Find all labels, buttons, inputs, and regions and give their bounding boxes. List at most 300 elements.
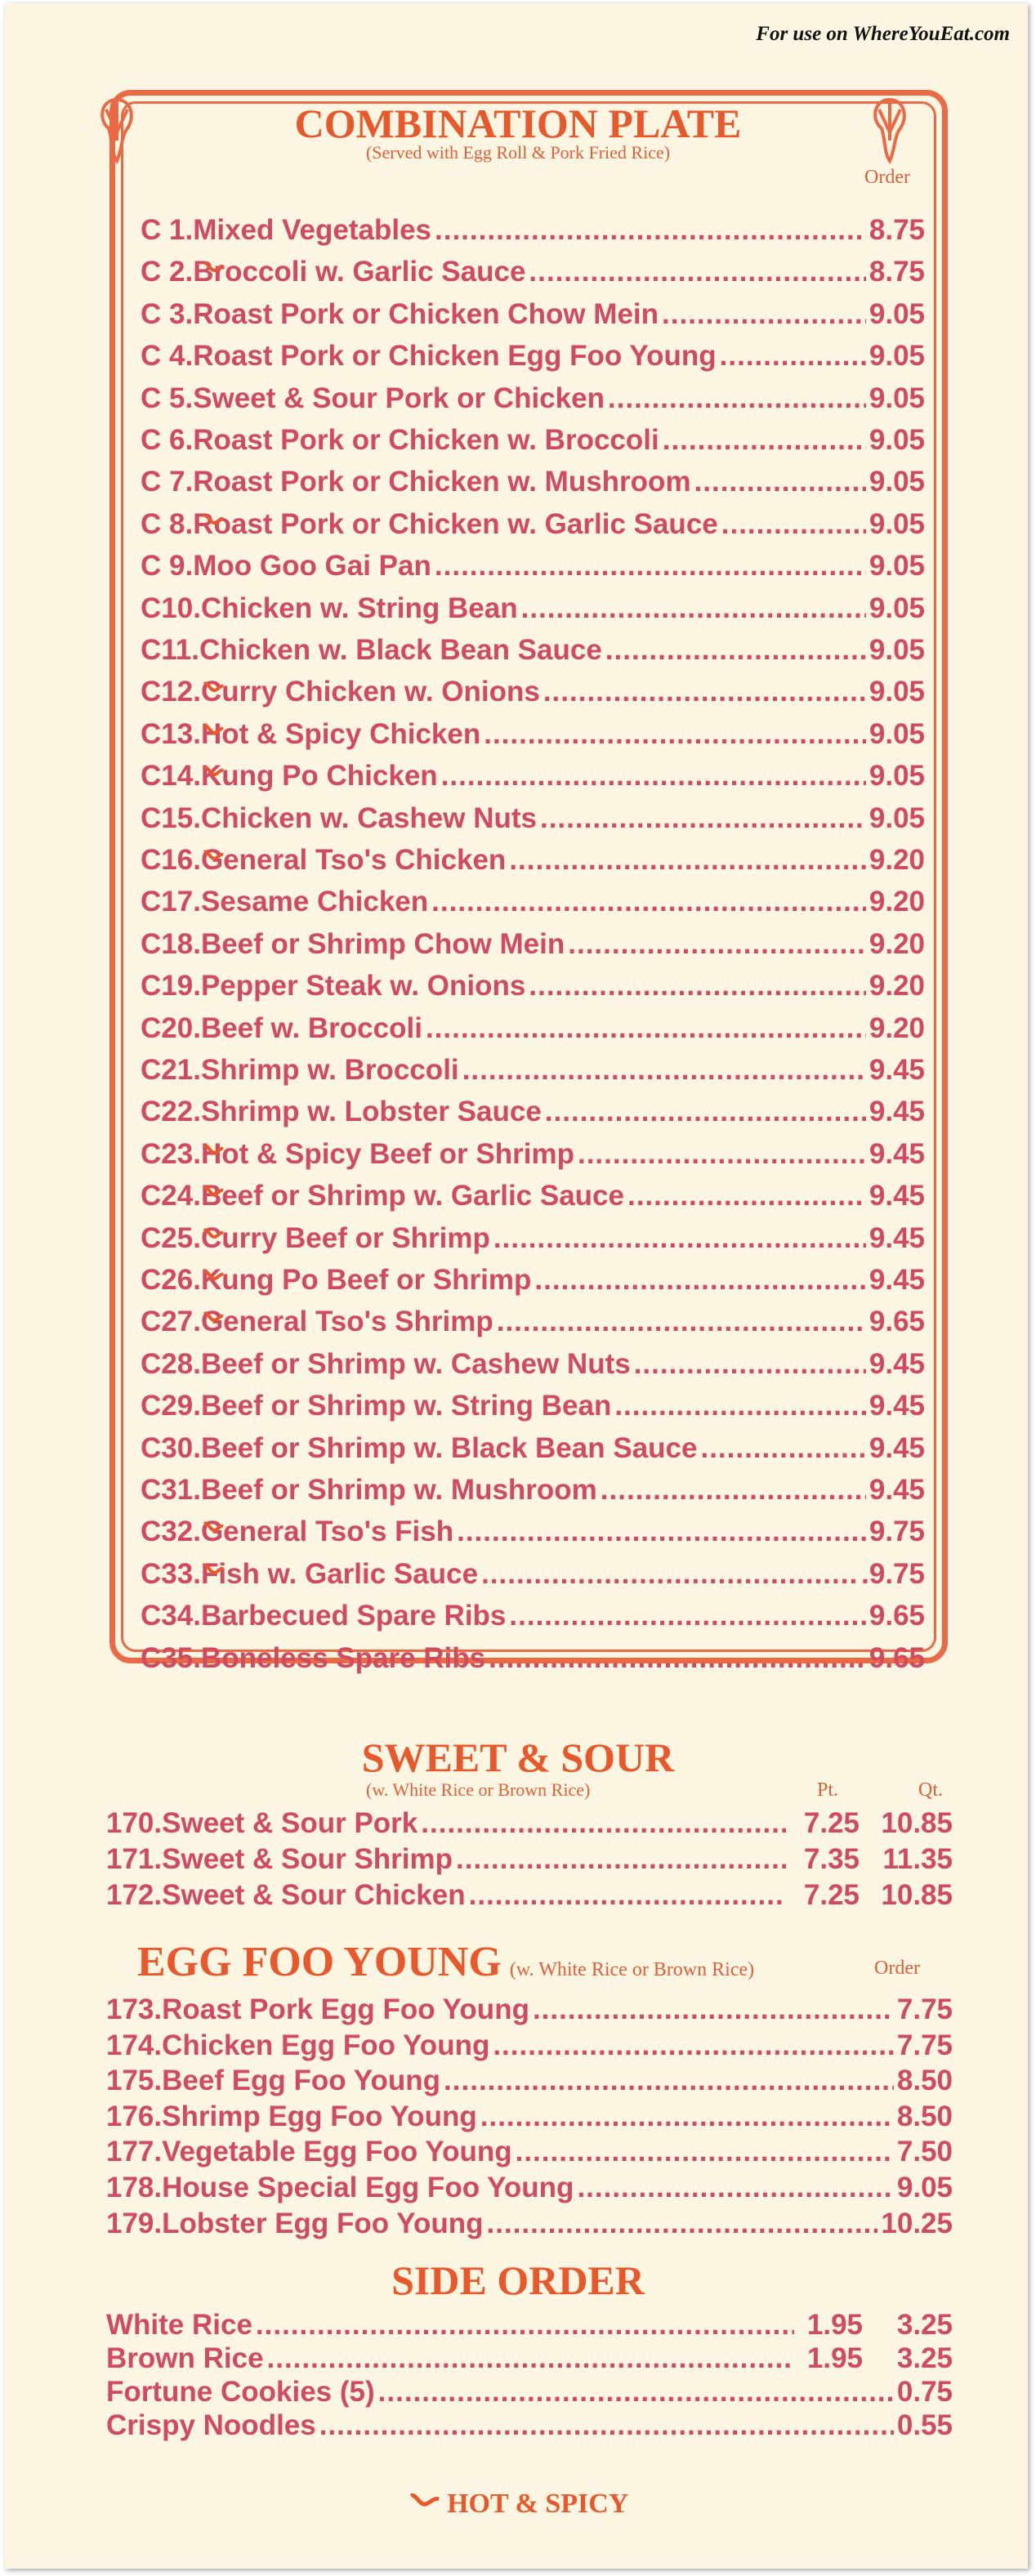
dot-leader xyxy=(533,1992,894,2028)
menu-item[interactable] xyxy=(141,842,925,878)
item-name: Roast Pork or Chicken w. Broccoli xyxy=(193,424,659,456)
item-price: 9.20 xyxy=(869,886,925,918)
hot-pepper-icon xyxy=(203,1185,224,1198)
item-code: 179. xyxy=(106,2207,163,2239)
item-code-text: C15. xyxy=(141,801,201,834)
item-name: Roast Pork or Chicken w. Mushroom xyxy=(193,466,691,498)
item-name: Sesame Chicken xyxy=(200,886,429,918)
dot-leader xyxy=(634,1346,866,1382)
item-name: Chicken w. Black Bean Sauce xyxy=(199,634,602,666)
dot-leader xyxy=(543,674,866,710)
item-price: 0.75 xyxy=(896,2376,953,2408)
item-price: 9.75 xyxy=(869,1516,925,1548)
hot-pepper-icon xyxy=(203,1520,224,1534)
item-code: 174. xyxy=(106,2029,163,2061)
dot-leader xyxy=(435,548,866,584)
item-name: Mixed Vegetables xyxy=(193,214,431,246)
dot-leader xyxy=(601,1472,866,1508)
item-price: 9.05 xyxy=(869,550,925,583)
dot-leader xyxy=(540,801,866,837)
item-name: Barbecued Spare Ribs xyxy=(200,1600,507,1632)
dot-leader xyxy=(431,884,866,920)
item-name: Vegetable Egg Foo Young xyxy=(162,2136,512,2168)
item-code xyxy=(141,1556,201,1592)
item-code-text: C13. xyxy=(141,717,201,750)
item-name: Beef w. Broccoli xyxy=(200,1011,422,1044)
pint-price: 1.95 xyxy=(806,2309,863,2341)
hot-pepper-icon xyxy=(203,849,224,862)
menu-item[interactable] xyxy=(106,1992,953,2028)
pint-price: 7.25 xyxy=(803,1879,860,1911)
item-name: Hot & Spicy Beef or Shrimp xyxy=(200,1137,574,1170)
menu-item[interactable] xyxy=(106,2170,953,2206)
item-price: 8.75 xyxy=(869,256,925,288)
item-code: 175. xyxy=(106,2065,163,2097)
item-code-text: C 8. xyxy=(141,507,194,540)
dot-leader xyxy=(493,1221,866,1257)
item-price: 9.05 xyxy=(869,382,925,414)
item-code-text: C18. xyxy=(141,927,201,960)
dot-leader xyxy=(426,1011,866,1047)
item-code-text: C 6. xyxy=(141,424,194,456)
menu-item[interactable] xyxy=(141,1388,925,1424)
item-name: Roast Pork or Chicken w. Garlic Sauce xyxy=(193,507,718,540)
item-code xyxy=(141,758,201,794)
menu-item[interactable] xyxy=(141,1304,925,1340)
item-code-text: C11. xyxy=(141,634,199,666)
item-name: House Special Egg Foo Young xyxy=(162,2172,574,2203)
menu-item[interactable] xyxy=(106,1842,953,1877)
item-code-text: C22. xyxy=(141,1096,201,1128)
item-price: 9.05 xyxy=(869,424,925,456)
item-price: 9.20 xyxy=(869,844,925,876)
item-price: 7.50 xyxy=(896,2136,953,2168)
item-price: 7.75 xyxy=(896,1993,953,2025)
hot-pepper-icon xyxy=(203,513,224,526)
item-price: 9.05 xyxy=(896,2172,953,2203)
item-name: Lobster Egg Foo Young xyxy=(162,2207,484,2239)
dot-leader xyxy=(577,2170,893,2206)
item-name: Curry Chicken w. Onions xyxy=(200,676,540,708)
combination-plate-title: COMBINATION PLATE xyxy=(294,100,742,146)
item-name: Hot & Spicy Chicken xyxy=(200,717,481,750)
menu-item[interactable] xyxy=(106,2063,953,2099)
dot-leader xyxy=(545,1094,866,1130)
item-code xyxy=(141,464,193,500)
menu-item[interactable] xyxy=(141,507,925,542)
item-name: Beef or Shrimp w. String Bean xyxy=(200,1390,612,1422)
menu-item[interactable] xyxy=(141,1011,925,1047)
dot-leader xyxy=(509,842,866,878)
menu-item[interactable] xyxy=(141,464,925,500)
menu-item[interactable] xyxy=(141,926,925,962)
menu-item[interactable] xyxy=(141,1262,925,1298)
item-code xyxy=(141,507,193,542)
item-price: 9.05 xyxy=(869,466,925,498)
item-name: Sweet & Sour Shrimp xyxy=(162,1843,453,1875)
item-name: White Rice xyxy=(106,2309,252,2341)
menu-item[interactable] xyxy=(141,381,925,417)
item-code: 176. xyxy=(106,2100,163,2132)
item-code: 177. xyxy=(106,2136,163,2168)
dot-leader xyxy=(469,1877,786,1913)
menu-item[interactable] xyxy=(141,674,925,710)
item-name: Fortune Cookies (5) xyxy=(106,2376,375,2408)
pint-column-header: Pt. xyxy=(817,1779,839,1801)
item-code xyxy=(141,801,201,837)
hot-spicy-label: HOT & SPICY xyxy=(447,2489,629,2519)
menu-item[interactable] xyxy=(141,548,925,584)
dot-leader xyxy=(497,1304,866,1340)
quart-price: 10.85 xyxy=(881,1879,953,1911)
dot-leader xyxy=(319,2408,894,2444)
pint-price: 1.95 xyxy=(806,2342,863,2374)
item-price: 9.45 xyxy=(869,1096,925,1128)
item-name: Beef or Shrimp w. Cashew Nuts xyxy=(200,1347,631,1380)
dot-leader xyxy=(444,2063,894,2099)
side-item[interactable] xyxy=(106,2408,953,2444)
item-code-text: C14. xyxy=(141,760,201,792)
item-name: Shrimp Egg Foo Young xyxy=(162,2100,477,2132)
item-code xyxy=(141,674,201,710)
hot-spicy-legend xyxy=(0,2489,1036,2520)
item-code-text: C 4. xyxy=(141,340,194,373)
dot-leader xyxy=(662,297,866,333)
pint-price: 7.35 xyxy=(803,1843,860,1875)
dot-leader xyxy=(521,591,866,627)
item-code-text: C27. xyxy=(141,1306,201,1338)
dot-leader xyxy=(627,1178,866,1214)
hot-pepper-icon xyxy=(203,261,224,274)
hot-pepper-icon xyxy=(203,1310,224,1324)
item-name: Beef Egg Foo Young xyxy=(162,2065,441,2097)
dot-leader xyxy=(721,507,866,542)
item-code-text: C 5. xyxy=(141,382,194,414)
quart-price: 3.25 xyxy=(896,2309,953,2341)
dot-leader xyxy=(435,212,866,248)
dot-leader xyxy=(481,1556,858,1592)
item-code xyxy=(141,717,201,752)
menu-item[interactable] xyxy=(106,2134,953,2170)
hot-pepper-icon xyxy=(203,1269,224,1282)
item-price: 9.05 xyxy=(869,801,925,834)
sweet-sour-title: SWEET & SOUR xyxy=(361,1734,675,1780)
item-name: Broccoli w. Garlic Sauce xyxy=(193,256,526,288)
egg-foo-young-title: EGG FOO YOUNG xyxy=(137,1939,502,1985)
item-name: Fish w. Garlic Sauce xyxy=(200,1557,479,1590)
item-code xyxy=(141,1431,201,1467)
item-name: General Tso's Shrimp xyxy=(200,1306,493,1338)
menu-item[interactable] xyxy=(141,1178,925,1214)
item-price: 9.20 xyxy=(869,1011,925,1044)
item-price: 9.65 xyxy=(869,1306,925,1338)
pint-price: 7.25 xyxy=(803,1807,860,1839)
menu-item[interactable] xyxy=(141,758,925,794)
hot-pepper-icon xyxy=(203,765,224,778)
item-code-text: C12. xyxy=(141,676,201,708)
dot-leader xyxy=(608,381,866,417)
item-name: Kung Po Beef or Shrimp xyxy=(200,1264,532,1296)
item-name: Moo Goo Gai Pan xyxy=(193,550,431,583)
menu-item[interactable] xyxy=(141,591,925,627)
side-item[interactable] xyxy=(106,2307,953,2343)
item-price: 9.05 xyxy=(869,634,925,666)
item-price: 9.45 xyxy=(869,1264,925,1296)
item-name: Shrimp w. Broccoli xyxy=(200,1054,459,1086)
menu-item[interactable] xyxy=(141,1598,925,1634)
dot-leader xyxy=(421,1806,786,1842)
item-name: Shrimp w. Lobster Sauce xyxy=(200,1096,542,1128)
item-code: 173. xyxy=(106,1993,163,2025)
item-code-text: C28. xyxy=(141,1347,201,1380)
hot-pepper-icon xyxy=(203,723,224,736)
dot-leader xyxy=(493,2028,894,2064)
side-item[interactable] xyxy=(106,2341,953,2377)
item-code xyxy=(141,591,201,627)
hot-pepper-icon xyxy=(203,1563,224,1576)
item-name: Beef or Shrimp w. Mushroom xyxy=(200,1474,597,1506)
menu-item[interactable] xyxy=(141,212,925,248)
menu-item[interactable] xyxy=(141,1136,925,1172)
dot-leader xyxy=(605,632,866,668)
item-price: 9.45 xyxy=(869,1180,925,1212)
menu-item[interactable] xyxy=(141,1556,925,1592)
item-code xyxy=(141,212,193,248)
side-item[interactable] xyxy=(106,2374,953,2410)
dot-leader xyxy=(256,2307,794,2343)
item-price: 8.50 xyxy=(896,2065,953,2097)
menu-item[interactable] xyxy=(141,338,925,374)
item-code-text: C21. xyxy=(141,1054,201,1086)
item-code-text: C29. xyxy=(141,1390,201,1422)
item-price: 9.65 xyxy=(869,1641,925,1674)
item-price: 9.45 xyxy=(869,1474,925,1506)
item-price: 9.05 xyxy=(869,717,925,750)
item-code-text: C 7. xyxy=(141,466,194,498)
item-code-text: C 1. xyxy=(141,214,194,246)
item-code-text: C34. xyxy=(141,1600,201,1632)
item-price: 8.50 xyxy=(896,2100,953,2132)
item-code xyxy=(141,842,201,878)
item-code xyxy=(141,1136,201,1172)
item-code xyxy=(141,1304,201,1340)
item-name: Roast Pork Egg Foo Young xyxy=(162,1993,529,2025)
item-code xyxy=(141,1221,201,1257)
item-price: 9.45 xyxy=(869,1347,925,1380)
item-code xyxy=(141,297,193,333)
item-code xyxy=(141,1346,201,1382)
item-code xyxy=(141,1472,201,1508)
dot-leader xyxy=(457,1514,866,1550)
item-code xyxy=(141,1178,201,1214)
item-code xyxy=(141,1262,201,1298)
menu-item[interactable] xyxy=(141,801,925,837)
item-code: 170. xyxy=(106,1807,163,1839)
item-code-text: C19. xyxy=(141,970,201,1002)
quart-price: 10.85 xyxy=(881,1807,953,1839)
item-code-text: C24. xyxy=(141,1180,201,1212)
item-code-text: C33. xyxy=(141,1557,201,1590)
item-code-text: C26. xyxy=(141,1264,201,1296)
item-code-text: C 3. xyxy=(141,297,194,330)
menu-item[interactable] xyxy=(141,884,925,920)
dot-leader xyxy=(441,758,866,794)
item-code-text: C17. xyxy=(141,886,201,918)
dot-leader xyxy=(489,1641,866,1676)
item-code xyxy=(141,548,193,584)
hot-pepper-icon xyxy=(203,1143,224,1156)
item-price: 9.45 xyxy=(869,1054,925,1086)
item-code xyxy=(141,254,193,290)
quart-price: 3.25 xyxy=(896,2342,953,2374)
item-code-text: C30. xyxy=(141,1431,201,1464)
item-code: 178. xyxy=(106,2172,163,2203)
item-price: 10.25 xyxy=(881,2207,953,2239)
sweet-sour-subtitle: (w. White Rice or Brown Rice) xyxy=(366,1779,591,1800)
dot-leader xyxy=(720,338,866,374)
item-price: 9.45 xyxy=(869,1431,925,1464)
dot-leader xyxy=(529,968,866,1004)
item-name: Chicken w. Cashew Nuts xyxy=(200,801,537,834)
item-name: Sweet & Sour Chicken xyxy=(162,1879,466,1911)
menu-item[interactable] xyxy=(141,1431,925,1467)
dot-leader xyxy=(456,1842,786,1877)
dot-leader xyxy=(534,1262,865,1298)
dot-leader xyxy=(487,2206,878,2242)
hot-pepper-icon xyxy=(203,1227,224,1240)
item-code-text: C 9. xyxy=(141,550,194,583)
item-price: 9.05 xyxy=(869,507,925,540)
item-price: 9.05 xyxy=(869,592,925,624)
item-name: Boneless Spare Ribs xyxy=(200,1641,486,1674)
dot-leader xyxy=(529,254,865,290)
item-code xyxy=(141,1514,201,1550)
item-name: Sweet & Sour Pork or Chicken xyxy=(193,382,605,414)
item-code xyxy=(141,1094,201,1130)
item-price: 9.05 xyxy=(869,760,925,792)
menu-item[interactable] xyxy=(141,422,925,458)
item-name: General Tso's Chicken xyxy=(200,844,507,876)
item-name: General Tso's Fish xyxy=(200,1516,454,1548)
item-code-text: C35. xyxy=(141,1641,201,1674)
item-code: 171. xyxy=(106,1843,163,1875)
dot-leader xyxy=(694,464,866,500)
hot-pepper-icon xyxy=(203,681,224,694)
dot-leader xyxy=(484,717,866,752)
item-code xyxy=(141,338,193,374)
dot-leader xyxy=(509,1598,865,1634)
menu-item[interactable] xyxy=(141,297,925,333)
item-name: Kung Po Chicken xyxy=(200,760,438,792)
item-name: Pepper Steak w. Onions xyxy=(200,970,526,1002)
item-code-text: C16. xyxy=(141,844,201,876)
menu-item[interactable] xyxy=(141,1052,925,1088)
menu-item[interactable] xyxy=(141,1346,925,1382)
item-price: 9.05 xyxy=(869,297,925,330)
menu-item[interactable] xyxy=(141,1094,925,1130)
quart-column-header: Qt. xyxy=(918,1779,943,1801)
item-code-text: C 2. xyxy=(141,256,194,288)
item-price: 8.75 xyxy=(869,214,925,246)
menu-item[interactable] xyxy=(141,1641,925,1676)
item-price: 9.45 xyxy=(869,1137,925,1170)
egg-foo-young-header xyxy=(137,1938,754,1986)
menu-item[interactable] xyxy=(106,1877,953,1913)
menu-item[interactable] xyxy=(106,2028,953,2064)
item-name: Roast Pork or Chicken Chow Mein xyxy=(193,297,659,330)
hot-pepper-icon xyxy=(408,2491,440,2509)
item-code xyxy=(141,1641,201,1676)
dot-leader xyxy=(568,926,866,962)
item-code xyxy=(141,1598,201,1634)
item-price: 9.45 xyxy=(869,1221,925,1254)
item-price: 9.20 xyxy=(869,927,925,960)
watermark: For use on WhereYouEat.com xyxy=(756,23,1010,45)
item-code-text: C20. xyxy=(141,1011,201,1044)
item-price: 9.45 xyxy=(869,1390,925,1422)
dot-leader xyxy=(462,1052,866,1088)
item-code xyxy=(141,1388,201,1424)
item-name: Curry Beef or Shrimp xyxy=(200,1221,490,1254)
menu-item[interactable] xyxy=(141,717,925,752)
item-price: .9.75 xyxy=(861,1557,925,1590)
item-code-text: C32. xyxy=(141,1516,201,1548)
menu-item[interactable] xyxy=(141,1221,925,1257)
order-column-header: Order xyxy=(864,167,910,188)
dot-leader xyxy=(378,2374,894,2410)
menu-item[interactable] xyxy=(106,1806,953,1842)
dot-leader xyxy=(267,2341,794,2377)
item-price: 7.75 xyxy=(896,2029,953,2061)
item-name: Crispy Noodles xyxy=(106,2409,316,2441)
item-code xyxy=(141,1011,201,1047)
item-price: 0.55 xyxy=(896,2409,953,2441)
item-code xyxy=(141,968,201,1004)
dot-leader xyxy=(480,2099,894,2135)
item-name: Chicken w. String Bean xyxy=(200,592,518,624)
menu-item[interactable] xyxy=(106,2099,953,2135)
combination-plate-subtitle: (Served with Egg Roll & Pork Fried Rice) xyxy=(365,142,671,163)
menu-item[interactable] xyxy=(141,254,925,290)
item-name: Chicken Egg Foo Young xyxy=(162,2029,490,2061)
item-code xyxy=(141,1052,201,1088)
item-code xyxy=(141,884,201,920)
item-code xyxy=(141,422,193,458)
menu-item[interactable] xyxy=(106,2206,953,2242)
dot-leader xyxy=(578,1136,866,1172)
item-name: Roast Pork or Chicken Egg Foo Young xyxy=(193,340,717,373)
item-code xyxy=(141,632,199,668)
item-price: 9.05 xyxy=(869,676,925,708)
order-column-header: Order xyxy=(874,1958,920,1979)
menu-item[interactable] xyxy=(141,968,925,1004)
item-code-text: C31. xyxy=(141,1474,201,1506)
dot-leader xyxy=(700,1431,865,1467)
item-name: Beef or Shrimp w. Black Bean Sauce xyxy=(200,1431,698,1464)
item-code xyxy=(141,381,193,417)
item-price: 9.20 xyxy=(869,970,925,1002)
side-order-title: SIDE ORDER xyxy=(391,2257,645,2303)
menu-item[interactable] xyxy=(141,1514,925,1550)
quart-price: 11.35 xyxy=(882,1843,953,1875)
item-code-text: C23. xyxy=(141,1137,201,1170)
menu-item[interactable] xyxy=(141,1472,925,1508)
item-code: 172. xyxy=(106,1879,163,1911)
dot-leader xyxy=(516,2134,894,2170)
item-price: 9.65 xyxy=(869,1600,925,1632)
menu-item[interactable] xyxy=(141,632,925,668)
item-name: Beef or Shrimp w. Garlic Sauce xyxy=(200,1180,624,1212)
